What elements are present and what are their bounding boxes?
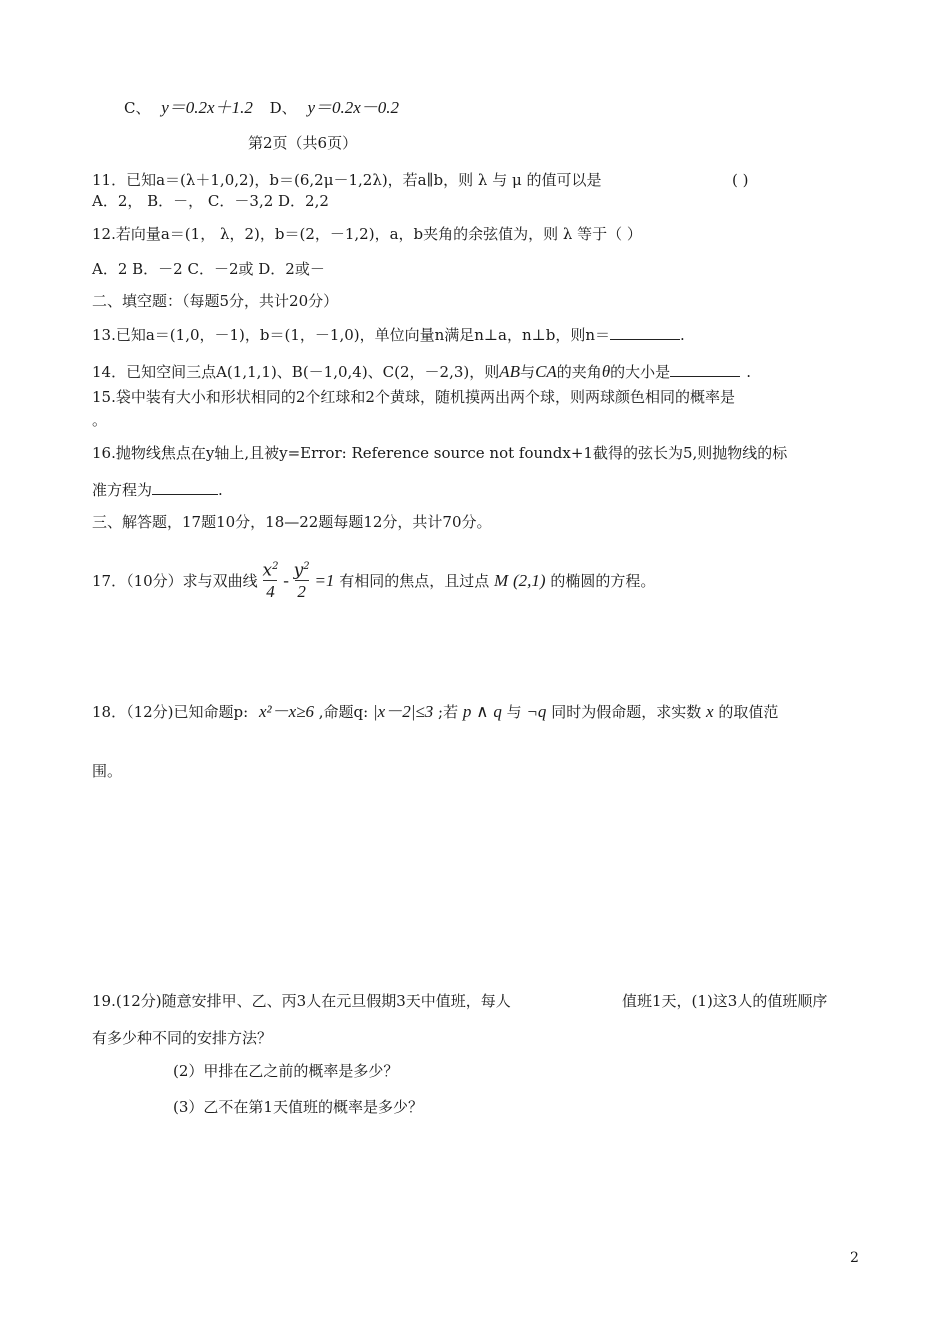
q10-d-label: D、 <box>269 99 297 117</box>
q11-stem: 11．已知a＝(λ＋1,0,2)，b＝(6,2μ－1,2λ)，若a∥b，则 λ 与 μ 的值可以是 <box>92 171 602 189</box>
q13 <box>92 325 685 345</box>
section-solutions-heading: 三、解答题，17题10分，18—22题每题12分，共计70分。 <box>92 513 492 531</box>
q11-options: A．2， B．－， C．－3,2 D．2,2 <box>92 192 329 210</box>
q13-text: 13.已知a＝(1,0，－1)，b＝(1，－1,0)，单位向量n满足n⊥a，n⊥b，则n＝ <box>92 326 611 344</box>
q18-q-expr: |x－2|≤3 <box>373 702 434 721</box>
q16-line1: 16.抛物线焦点在y轴上,且被y=Error: Reference source not foundx+1截得的弦长为5,则抛物线的标 <box>92 444 788 462</box>
page-number: 2 <box>850 1250 859 1266</box>
q18-q: q <box>493 702 502 721</box>
q14-mid2: 的夹角 <box>556 363 602 381</box>
q14-answer-blank[interactable] <box>670 362 740 377</box>
q10-c-expr: y＝0.2x＋1.2 <box>161 98 253 117</box>
q18-after: 同时为假命题，求实数 <box>551 703 702 721</box>
q14-vector-ab: AB <box>499 362 521 381</box>
q18-line2: 围。 <box>92 762 123 780</box>
q16-text: 准方程为 <box>92 481 153 499</box>
q18-and: ∧ <box>476 702 489 721</box>
q19-line1b: 值班1天，(1)这3人的值班顺序 <box>622 992 828 1010</box>
page-label: 第2页（共6页） <box>248 134 358 152</box>
q16-line2 <box>92 480 223 500</box>
q10-d-expr: y＝0.2x－0.2 <box>307 98 400 117</box>
q17-after: 的椭圆的方程。 <box>550 572 656 590</box>
q17-point-coords: (2,1) <box>512 571 546 590</box>
q10-options-cd <box>124 98 399 118</box>
q14-mid: 与 <box>520 363 536 381</box>
q17-fraction-x2-over-4: $\frac{x^2}{4}$ <box>262 560 279 602</box>
q18-before: 18．（12分)已知命题p: <box>92 703 249 721</box>
q18-mid2: ;若 <box>438 703 459 721</box>
q18-x: x <box>706 702 714 721</box>
q19-line2: 有多少种不同的安排方法？ <box>92 1029 273 1047</box>
q16-answer-blank[interactable] <box>152 480 218 495</box>
q17-point-m: M <box>494 571 509 590</box>
q17-before: 17．（10分）求与双曲线 <box>92 572 258 590</box>
q14-theta: θ <box>601 362 611 381</box>
q13-end: . <box>680 326 685 344</box>
q15-line2: 。 <box>92 411 108 429</box>
q14 <box>92 362 751 382</box>
q19-sub3: (3）乙不在第1天值班的概率是多少？ <box>173 1098 423 1116</box>
section-fill-in-heading: 二、填空题：（每题5分，共计20分） <box>92 292 339 310</box>
q14-end: . <box>746 363 751 381</box>
q12-options: A．2 B．－2 C．－2或 D．2或－ <box>92 260 325 278</box>
q18-mid1: ,命题q: <box>318 703 369 721</box>
q18-p: p <box>462 702 472 721</box>
q15-line1: 15.袋中装有大小和形状相同的2个红球和2个黄球，随机摸两出两个球，则两球颜色相同的概率是 <box>92 388 735 406</box>
q18-not-q: ¬q <box>526 702 547 721</box>
q14-after: 的大小是 <box>610 363 671 381</box>
q12-stem: 12.若向量a＝(1， λ，2)，b＝(2，－1,2)，a，b夹角的余弦值为，则 λ 等于（ ） <box>92 225 642 243</box>
q13-answer-blank[interactable] <box>610 325 680 340</box>
q19-sub2: (2）甲排在乙之前的概率是多少？ <box>173 1062 399 1080</box>
q18 <box>92 702 778 722</box>
q19-line1a: 19.(12分)随意安排甲、乙、丙3人在元旦假期3天中值班，每人 <box>92 992 511 1010</box>
q18-with: 与 <box>506 703 522 721</box>
q17-mid: 有相同的焦点，且过点 <box>339 572 490 590</box>
q14-before: 14．已知空间三点A(1,1,1)、B(－1,0,4)、C(2，－2,3)，则 <box>92 363 500 381</box>
q17-fraction-y2-over-2: $\frac{y^2}{2}$ <box>293 560 310 602</box>
q14-vector-ca: CA <box>535 362 557 381</box>
q11-answer-paren: ( ) <box>732 171 749 189</box>
q16-end: . <box>218 481 223 499</box>
q18-p-expr: x²－x≥6 <box>258 702 314 721</box>
q18-after2: 的取值范 <box>718 703 779 721</box>
q10-c-label: C、 <box>124 99 151 117</box>
q17: 17．（10分）求与双曲线 $\frac{x^2}{4}$ - $\frac{y^2}{2}$ =1 有相同的焦点，且过点 M (2,1) 的椭圆的方程。 <box>92 558 655 608</box>
